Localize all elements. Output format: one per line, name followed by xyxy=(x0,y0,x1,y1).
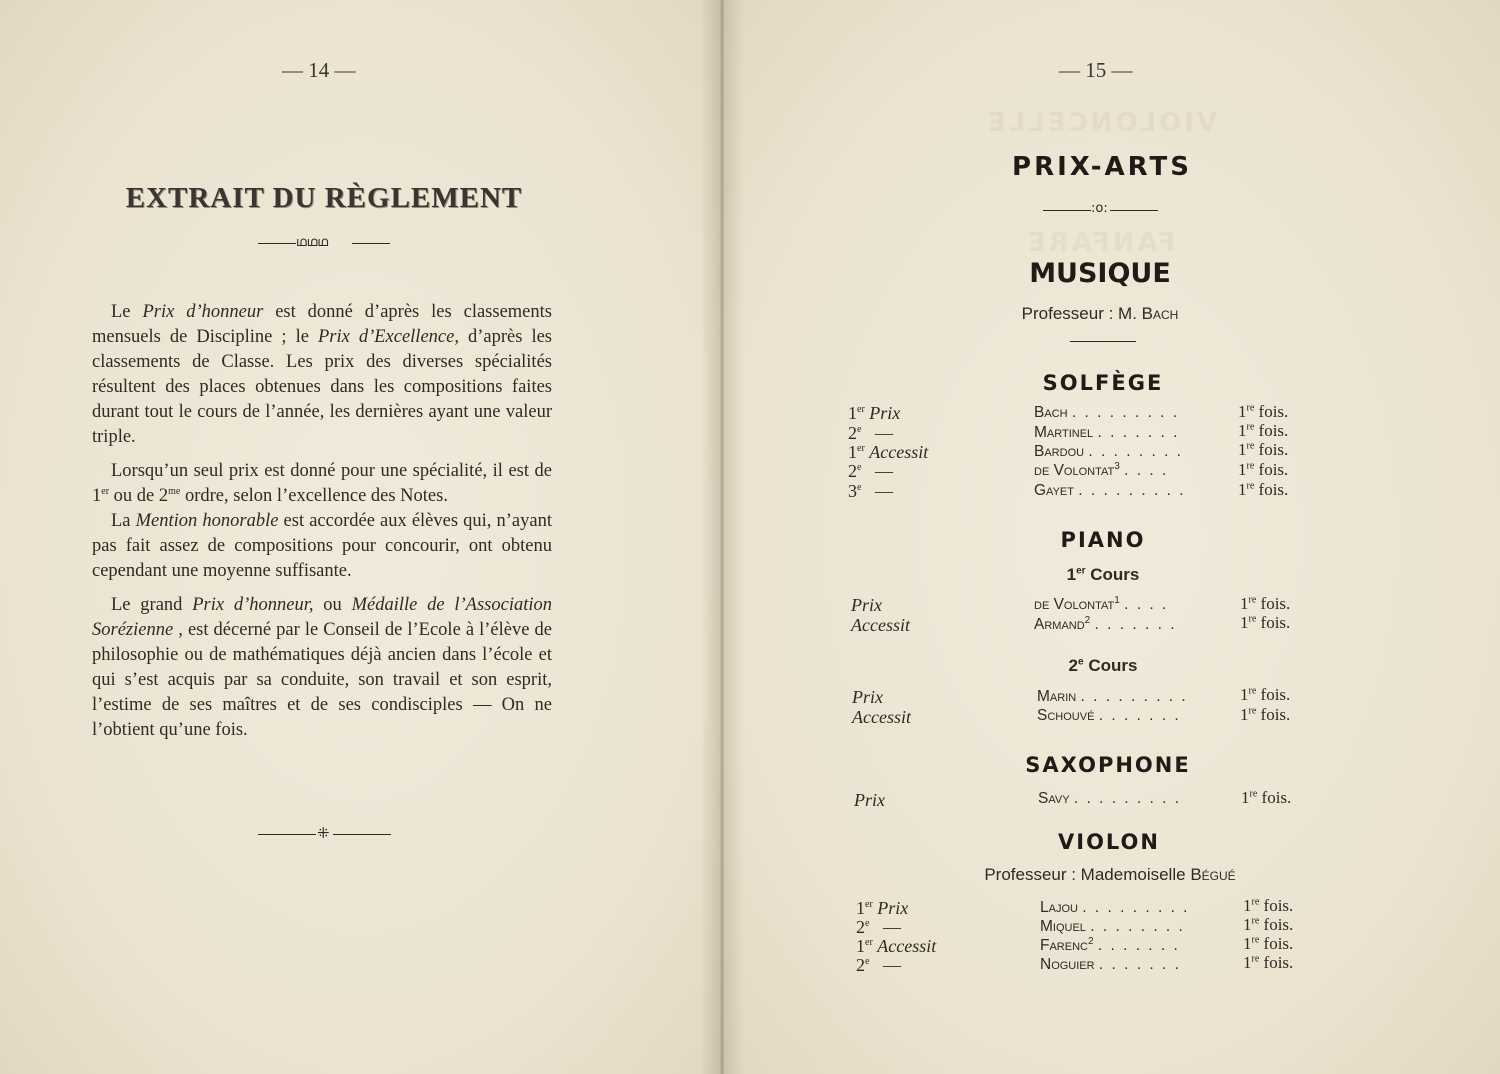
solfege-rank-2: 2e — xyxy=(848,423,893,443)
piano2-fois-1: 1re fois. xyxy=(1240,685,1291,704)
piano1-name-1: de Volontat$^1$ . . . . xyxy=(1034,594,1169,613)
right-page-title: PRIX-ARTS xyxy=(1012,152,1192,182)
title-ornament-right: :o: xyxy=(1091,201,1108,216)
book-gutter xyxy=(700,0,744,1074)
end-ornament-line-left xyxy=(258,834,316,835)
solfege-rank-3: 1er Accessit xyxy=(848,442,929,462)
violon-rank-4: 2e — xyxy=(856,955,901,975)
saxophone-rank-1: Prix xyxy=(854,790,885,810)
left-page-title: EXTRAIT DU RÈGLEMENT xyxy=(125,182,523,214)
violon-fois-1: 1re fois. xyxy=(1243,896,1294,915)
piano-cours-1: 1er Cours xyxy=(1066,565,1140,584)
violon-name-3: Farenc$^2$ . . . . . . . xyxy=(1040,935,1180,954)
solfege-rank-4: 2e — xyxy=(848,461,893,481)
solfege-fois-2: 1re fois. xyxy=(1238,421,1289,440)
rules-text xyxy=(92,300,552,752)
title-ornament: ഥഥഥ xyxy=(296,235,329,250)
solfege-name-2: Martinel . . . . . . . xyxy=(1034,424,1180,441)
piano1-rank-2: Accessit xyxy=(851,615,910,635)
piano2-fois-2: 1re fois. xyxy=(1240,705,1291,724)
musique-heading: MUSIQUE xyxy=(1029,258,1171,289)
violon-fois-2: 1re fois. xyxy=(1243,915,1294,934)
bleed-through-text: VIOLONCELLE xyxy=(985,108,1218,138)
violon-fois-3: 1re fois. xyxy=(1243,934,1294,953)
piano2-name-1: Marin . . . . . . . . . xyxy=(1037,688,1188,705)
violon-heading: VIOLON xyxy=(1058,830,1160,854)
solfege-fois-4: 1re fois. xyxy=(1238,460,1289,479)
violon-rank-3: 1er Accessit xyxy=(856,936,937,956)
title-ornament-line-left xyxy=(258,243,296,244)
musique-rule xyxy=(1070,341,1136,342)
bleed-through-text-2: FANFARE xyxy=(1025,228,1176,258)
piano1-rank-1: Prix xyxy=(851,595,882,615)
end-ornament-line-right xyxy=(333,834,391,835)
saxophone-fois-1: 1re fois. xyxy=(1241,788,1292,807)
solfege-name-1: Bach . . . . . . . . . xyxy=(1034,404,1180,421)
piano2-rank-1: Prix xyxy=(852,687,883,707)
piano1-name-2: Armand$^2$ . . . . . . . xyxy=(1034,614,1177,633)
rules-paragraph-2: Lorsqu’un seul prix est donné pour une spécialité, il est de 1er ou de $2^{me}$ ordre, selon l’excellence des Notes. xyxy=(92,461,552,506)
page-number-right: — 15 — xyxy=(1059,58,1133,82)
solfege-fois-5: 1re fois. xyxy=(1238,480,1289,499)
solfege-rank-1: 1er Prix xyxy=(848,403,901,423)
end-ornament: ⁜ xyxy=(317,824,330,842)
violon-rank-2: 2e — xyxy=(856,917,901,937)
solfege-fois-3: 1re fois. xyxy=(1238,440,1289,459)
solfege-name-4: de Volontat$^3$ . . . . xyxy=(1034,460,1169,479)
piano1-fois-1: 1re fois. xyxy=(1240,594,1291,613)
saxophone-name-1: Savy . . . . . . . . . xyxy=(1038,790,1182,807)
violon-name-2: Miquel . . . . . . . . xyxy=(1040,918,1185,935)
page-number-left: — 14 — xyxy=(282,58,356,82)
musique-professor: Professeur : M. Bach xyxy=(1021,304,1179,323)
saxophone-heading: SAXOPHONE xyxy=(1025,753,1191,777)
rules-paragraph-3: La Mention honorable est accordée aux élèves qui, n’ayant pas fait assez de compositions pour concourir, ont obtenu cependant une moyenne suffisante. xyxy=(92,511,552,581)
piano-heading: PIANO xyxy=(1060,528,1146,552)
rules-paragraph-4: Le grand Prix d’honneur, ou Médaille de l’Association Sorézienne , est décerné par le Conseil de l’Ecole à l’élève de philosophie ou de mathématiques déjà ancien dans l’école et qui s’est acquis par sa conduite, son travail et son esprit, l’estime de ses maîtres et de ses condisciples — On ne l’obtient qu’une fois. xyxy=(92,595,553,740)
violon-name-4: Noguier . . . . . . . xyxy=(1040,956,1181,973)
solfege-rank-5: 3e — xyxy=(848,481,893,501)
title-rule-right xyxy=(1110,210,1158,211)
violon-fois-4: 1re fois. xyxy=(1243,953,1294,972)
title-rule-left xyxy=(1043,210,1091,211)
violon-rank-1: 1er Prix xyxy=(856,898,909,918)
solfege-name-3: Bardou . . . . . . . . xyxy=(1034,443,1183,460)
solfege-heading: SOLFÈGE xyxy=(1042,371,1164,395)
violon-professor: Professeur : Mademoiselle Bégué xyxy=(984,865,1236,884)
solfege-fois-1: 1re fois. xyxy=(1238,402,1289,421)
piano2-rank-2: Accessit xyxy=(852,707,911,727)
solfege-name-5: Gayet . . . . . . . . . xyxy=(1034,482,1186,499)
left-page xyxy=(0,0,722,1074)
piano1-fois-2: 1re fois. xyxy=(1240,613,1291,632)
piano-cours-2: 2e Cours xyxy=(1068,656,1138,675)
violon-name-1: Lajou . . . . . . . . . xyxy=(1040,899,1190,916)
title-ornament-line-right xyxy=(352,243,390,244)
piano2-name-2: Schouvé . . . . . . . xyxy=(1037,707,1181,724)
rules-paragraph-1: Le Prix d’honneur est donné d’après les classements mensuels de Discipline ; le Prix d’Excellence, d’après les classements de Classe. Les prix des diverses spécialités résultent des places obtenues dans les compositions faites durant tout le cours de l’année, les dernières ayant une valeur triple. xyxy=(92,302,553,447)
